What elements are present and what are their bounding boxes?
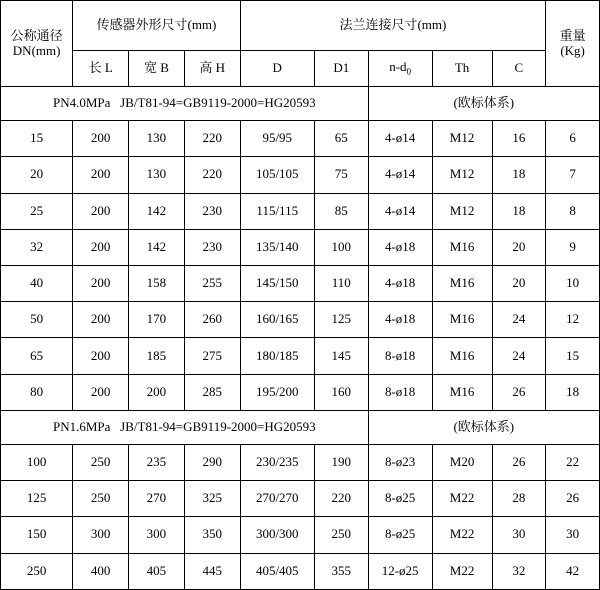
cell-d: 195/200 (240, 374, 314, 410)
cell-kg: 42 (546, 553, 600, 589)
table-row (1, 121, 600, 157)
cell-b: 270 (129, 481, 185, 517)
cell-nd: 4-ø14 (368, 157, 432, 193)
cell-b: 200 (129, 374, 185, 410)
cell-dn: 50 (1, 302, 73, 338)
cell-d: 160/165 (240, 302, 314, 338)
cell-c: 18 (492, 193, 546, 229)
cell-h: 325 (184, 481, 240, 517)
table-header-row-sub (1, 50, 600, 86)
cell-nd: 4-ø14 (368, 193, 432, 229)
cell-kg: 9 (546, 229, 600, 265)
cell-kg: 30 (546, 517, 600, 553)
cell-d: 95/95 (240, 121, 314, 157)
cell-h: 445 (184, 553, 240, 589)
cell-l: 200 (73, 193, 129, 229)
cell-kg: 10 (546, 265, 600, 301)
cell-l: 200 (73, 265, 129, 301)
cell-l: 200 (73, 302, 129, 338)
group-header-row (1, 410, 600, 444)
cell-th: M16 (432, 229, 492, 265)
header-thickness-c: C (492, 50, 546, 86)
cell-nd: 8-ø23 (368, 444, 432, 480)
cell-b: 142 (129, 193, 185, 229)
cell-dn: 100 (1, 444, 73, 480)
table-row (1, 338, 600, 374)
cell-nd: 8-ø25 (368, 481, 432, 517)
cell-l: 200 (73, 374, 129, 410)
cell-h: 260 (184, 302, 240, 338)
cell-d: 270/270 (240, 481, 314, 517)
cell-l: 200 (73, 229, 129, 265)
cell-c: 24 (492, 338, 546, 374)
header-height-h: 高 H (184, 50, 240, 86)
cell-dn: 125 (1, 481, 73, 517)
cell-h: 230 (184, 193, 240, 229)
header-width-b: 宽 B (129, 50, 185, 86)
cell-h: 230 (184, 229, 240, 265)
cell-c: 16 (492, 121, 546, 157)
header-weight-line2: (Kg) (560, 42, 585, 58)
cell-d: 135/140 (240, 229, 314, 265)
group-label: PN1.6MPa (52, 418, 111, 434)
cell-d: 300/300 (240, 517, 314, 553)
group-standard: JB/T81-94=GB9119-2000=HG20593 (120, 418, 316, 434)
cell-d1: 145 (314, 338, 368, 374)
group-note: (欧标体系) (368, 410, 599, 444)
cell-h: 220 (184, 157, 240, 193)
cell-th: M16 (432, 302, 492, 338)
cell-d1: 250 (314, 517, 368, 553)
group-label-and-standard (1, 410, 369, 444)
cell-l: 300 (73, 517, 129, 553)
cell-b: 300 (129, 517, 185, 553)
cell-l: 200 (73, 121, 129, 157)
table-row (1, 229, 600, 265)
cell-d1: 355 (314, 553, 368, 589)
cell-l: 400 (73, 553, 129, 589)
header-nominal-diameter (1, 1, 73, 87)
header-group-sensor-dimensions: 传感器外形尺寸(mm) (73, 1, 240, 51)
cell-nd: 4-ø18 (368, 302, 432, 338)
cell-dn: 250 (1, 553, 73, 589)
cell-b: 170 (129, 302, 185, 338)
cell-d: 115/115 (240, 193, 314, 229)
cell-dn: 150 (1, 517, 73, 553)
cell-dn: 25 (1, 193, 73, 229)
cell-b: 158 (129, 265, 185, 301)
group-note: (欧标体系) (368, 87, 599, 121)
group-header-row (1, 87, 600, 121)
cell-h: 290 (184, 444, 240, 480)
cell-c: 20 (492, 229, 546, 265)
cell-kg: 6 (546, 121, 600, 157)
cell-l: 250 (73, 444, 129, 480)
cell-d: 180/185 (240, 338, 314, 374)
table-header-row-top (1, 1, 600, 51)
header-weight (546, 1, 600, 87)
cell-b: 185 (129, 338, 185, 374)
cell-l: 200 (73, 338, 129, 374)
cell-d1: 85 (314, 193, 368, 229)
cell-nd: 8-ø25 (368, 517, 432, 553)
header-nominal-diameter-line1: 公称通径 (10, 27, 63, 43)
cell-d1: 160 (314, 374, 368, 410)
cell-th: M22 (432, 517, 492, 553)
table-row (1, 157, 600, 193)
cell-kg: 8 (546, 193, 600, 229)
group-label: PN4.0MPa (52, 95, 111, 111)
header-weight-line1: 重量 (559, 27, 586, 43)
cell-d1: 125 (314, 302, 368, 338)
cell-nd: 4-ø14 (368, 121, 432, 157)
cell-th: M16 (432, 265, 492, 301)
cell-th: M16 (432, 374, 492, 410)
cell-th: M12 (432, 157, 492, 193)
cell-h: 220 (184, 121, 240, 157)
table-row (1, 517, 600, 553)
table-row (1, 481, 600, 517)
cell-b: 130 (129, 157, 185, 193)
cell-c: 24 (492, 302, 546, 338)
cell-c: 28 (492, 481, 546, 517)
cell-c: 20 (492, 265, 546, 301)
cell-dn: 15 (1, 121, 73, 157)
cell-d1: 220 (314, 481, 368, 517)
cell-kg: 26 (546, 481, 600, 517)
table-row (1, 265, 600, 301)
table-row (1, 553, 600, 589)
cell-d: 230/235 (240, 444, 314, 480)
cell-th: M12 (432, 193, 492, 229)
table-row (1, 374, 600, 410)
cell-c: 18 (492, 157, 546, 193)
cell-kg: 12 (546, 302, 600, 338)
table-row (1, 302, 600, 338)
cell-dn: 65 (1, 338, 73, 374)
cell-d: 405/405 (240, 553, 314, 589)
cell-kg: 22 (546, 444, 600, 480)
group-standard: JB/T81-94=GB9119-2000=HG20593 (120, 95, 316, 111)
cell-h: 255 (184, 265, 240, 301)
cell-l: 200 (73, 157, 129, 193)
cell-b: 130 (129, 121, 185, 157)
cell-c: 26 (492, 374, 546, 410)
header-group-flange-dimensions: 法兰连接尺寸(mm) (240, 1, 546, 51)
header-bolt-holes-n-d0: $n-d_0$ (368, 50, 432, 86)
cell-nd: 4-ø18 (368, 229, 432, 265)
cell-th: M12 (432, 121, 492, 157)
cell-b: 142 (129, 229, 185, 265)
cell-l: 250 (73, 481, 129, 517)
group-label-and-standard (1, 87, 369, 121)
cell-h: 275 (184, 338, 240, 374)
cell-c: 26 (492, 444, 546, 480)
cell-d1: 100 (314, 229, 368, 265)
cell-kg: 18 (546, 374, 600, 410)
cell-dn: 40 (1, 265, 73, 301)
cell-d: 145/150 (240, 265, 314, 301)
header-diameter-d1: D1 (314, 50, 368, 86)
cell-th: M16 (432, 338, 492, 374)
cell-nd: 4-ø18 (368, 265, 432, 301)
table-row (1, 193, 600, 229)
cell-dn: 32 (1, 229, 73, 265)
cell-b: 405 (129, 553, 185, 589)
header-nominal-diameter-line2: DN(mm) (12, 42, 61, 58)
cell-d1: 75 (314, 157, 368, 193)
cell-th: M22 (432, 481, 492, 517)
cell-d1: 65 (314, 121, 368, 157)
cell-dn: 20 (1, 157, 73, 193)
table-row (1, 444, 600, 480)
cell-h: 350 (184, 517, 240, 553)
cell-dn: 80 (1, 374, 73, 410)
header-length-l: 长 L (73, 50, 129, 86)
cell-kg: 15 (546, 338, 600, 374)
cell-b: 235 (129, 444, 185, 480)
cell-c: 32 (492, 553, 546, 589)
cell-nd: 12-ø25 (368, 553, 432, 589)
header-diameter-d: D (240, 50, 314, 86)
cell-nd: 8-ø18 (368, 338, 432, 374)
header-thread-th: Th (432, 50, 492, 86)
cell-d1: 190 (314, 444, 368, 480)
cell-h: 285 (184, 374, 240, 410)
cell-kg: 7 (546, 157, 600, 193)
cell-d: 105/105 (240, 157, 314, 193)
cell-d1: 110 (314, 265, 368, 301)
cell-c: 30 (492, 517, 546, 553)
cell-th: M20 (432, 444, 492, 480)
cell-th: M22 (432, 553, 492, 589)
cell-nd: 8-ø18 (368, 374, 432, 410)
